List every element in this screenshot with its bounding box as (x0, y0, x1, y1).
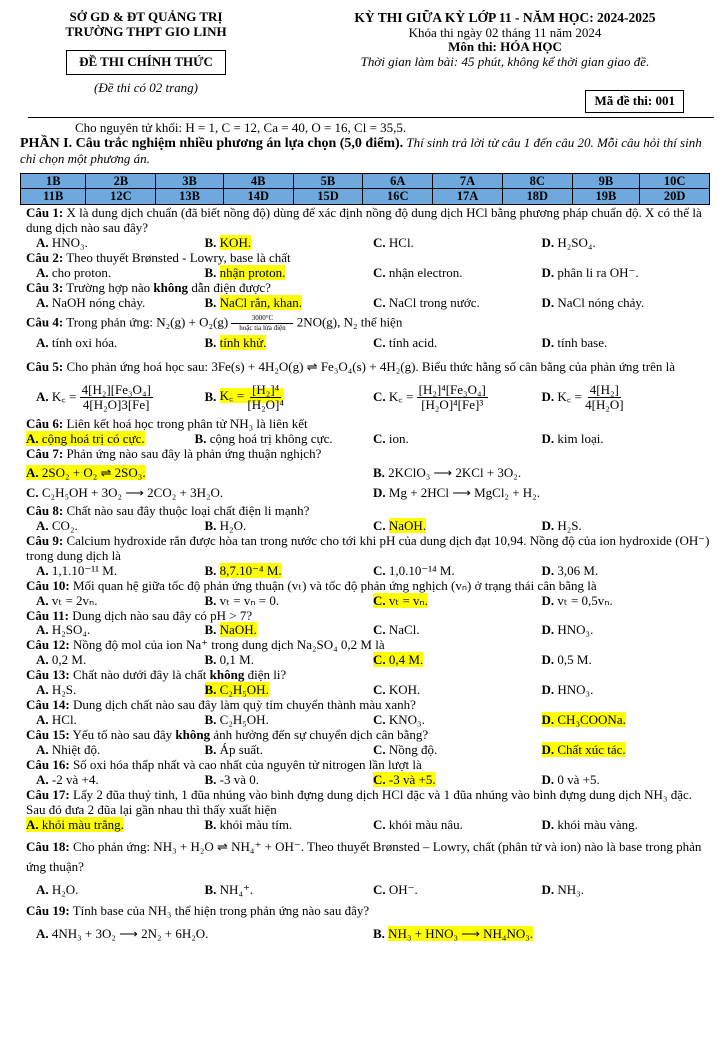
question-text: dẫn điện được? (188, 279, 271, 295)
options (26, 236, 710, 251)
question-15 (26, 728, 710, 743)
option-c[interactable]: C. tính acid. (373, 334, 438, 350)
question-number: Câu 6: (26, 416, 64, 432)
option-d[interactable]: D. Mg + 2HCl ⟶ MgCl₂ + H₂. (373, 485, 540, 501)
question-16 (26, 758, 710, 773)
question-text: 2NO(g), N₂ thể hiện (293, 314, 403, 330)
question-text: Trường hợp nào (63, 279, 154, 295)
options (26, 296, 710, 311)
option-d[interactable]: D. HNO₃. (541, 682, 594, 698)
page-count: (Đề thi có 02 trang) (94, 79, 198, 95)
answer-cell: 7A (433, 174, 503, 189)
question-text: Phản ứng nào sau đây là phản ứng thuận nghịch? (63, 446, 322, 462)
answer-cell: 5B (293, 174, 363, 189)
option-b[interactable]: B. NaCl rắn, khan. (204, 294, 302, 310)
option-c[interactable]: C. C₂H₅OH + 3O₂ ⟶ 2CO₂ + 3H₂O. (26, 485, 224, 501)
question-number: Câu 16: (26, 756, 70, 772)
option-b[interactable]: B. C₂H₅OH. (204, 682, 269, 698)
answer-cell: 13B (156, 189, 224, 204)
answer-cell: 16C (363, 189, 433, 204)
question-text: Yếu tố nào sau đây (69, 727, 176, 743)
question-text: Tính base của NH₃ thể hiện trong phản ứng nào sau đây? (69, 902, 370, 918)
part-1-heading (20, 136, 710, 167)
options (26, 683, 710, 698)
option-b[interactable]: B. -3 và 0. (204, 771, 260, 787)
option-c[interactable]: C. 1,0.10⁻¹⁴ M. (373, 562, 455, 578)
reaction-condition: 3000°C hoặc tia lửa điện (231, 315, 293, 332)
question-number: Câu 1: (26, 205, 64, 220)
option-a[interactable]: A. tính oxi hóa. (36, 334, 118, 350)
option-d[interactable]: D. H₂SO₄. (541, 234, 596, 250)
question-number: Câu 14: (26, 697, 70, 713)
question-number: Câu 7: (26, 446, 64, 462)
question-18 (26, 837, 710, 877)
option-d[interactable]: D. NaCl nóng chảy. (541, 294, 645, 310)
question-number: Câu 12: (26, 637, 70, 653)
options (26, 336, 710, 351)
option-c[interactable]: C. vₜ = vₙ. (373, 592, 428, 608)
option-c[interactable]: C. ion. (372, 431, 409, 447)
option-c[interactable]: C. 0,4 M. (373, 652, 424, 668)
option-a[interactable]: A. vₜ = 2vₙ. (36, 592, 98, 608)
option-d[interactable]: D. K꜀ = $\frac{\text{4[H₂]}}{\text{4[H₂O]}}$ (541, 381, 624, 412)
question-6 (26, 417, 710, 432)
option-d[interactable]: D. tính base. (541, 334, 608, 350)
question-number: Câu 19: (26, 902, 70, 918)
option-a[interactable]: A. Nhiệt độ. (36, 741, 101, 757)
question-5 (26, 357, 710, 378)
question-list (26, 206, 710, 942)
question-8 (26, 504, 710, 519)
options (26, 466, 710, 481)
question-text: Calcium hydroxide rắn được hòa tan trong nước cho tới khi pH của dung dịch đạt 10,94. Nồng độ của ion hydroxide (OH⁻) trong dung dịch là (26, 532, 710, 563)
options (26, 623, 710, 638)
question-text: Liên kết hoá học trong phân tử NH₃ là liên kết (63, 416, 308, 432)
answer-row (21, 189, 710, 204)
question-7 (26, 447, 710, 462)
option-d[interactable]: D. 3,06 M. (541, 562, 599, 578)
option-b[interactable]: B. 2KClO₃ ⟶ 2KCl + 3O₂. (373, 465, 522, 481)
option-c[interactable]: C. K꜀ = $\frac{\text{[H₂]⁴[Fe₃O₄]}}{\text{[H₂O]⁴[Fe]³}}$ (373, 381, 486, 412)
question-number: Câu 4: (26, 314, 64, 330)
option-a[interactable]: A. NaOH nóng chảy. (36, 294, 146, 310)
part-1-title: PHẦN I. Câu trắc nghiệm nhiều phương án lựa chọn (5,0 điểm). (20, 136, 404, 151)
question-text: Theo thuyết Brønsted - Lowry, base là chất (63, 249, 291, 265)
answer-cell: 8C (502, 174, 572, 189)
option-b[interactable]: B. 8,7.10⁻⁴ M. (204, 562, 282, 578)
question-text: X là dung dịch chuẩn (đã biết nồng độ) dùng để xác định nồng độ dung dịch HCl bằng phương pháp chuẩn độ. X có thể là dung dịch nào sau đây? (26, 205, 702, 235)
option-d[interactable]: D. H₂S. (541, 517, 582, 533)
question-text: Chất nào sau đây thuộc loại chất điện li mạnh? (63, 502, 310, 518)
question-number: Câu 2: (26, 249, 64, 265)
fraction: $\frac{\text{4[H₂][Fe₃O₄]}}{\text{4[H₂O]3[Fe]}}$ (81, 381, 151, 412)
department-name: SỞ GD & ĐT QUẢNG TRỊ (69, 9, 223, 24)
question-number: Câu 3: (26, 279, 64, 295)
question-text: Cho phản ứng hoá học sau: 3Fe(s) + 4H₂O(g) ⇌ Fe₃O₄(s) + 4H₂(g). Biểu thức hằng số cân bằng của phản ứng trên là (63, 358, 675, 374)
question-number: Câu 11: (26, 607, 69, 623)
question-text: Dung dịch nào sau đây có pH > 7? (68, 607, 253, 623)
option-b[interactable]: B. KOH. (204, 234, 252, 250)
option-c[interactable]: C. KNO₃. (373, 712, 425, 728)
question-13 (26, 668, 710, 683)
exam-date: Khóa thi ngày 02 tháng 11 năm 2024 (408, 24, 602, 40)
question-number: Câu 13: (26, 667, 70, 683)
option-c[interactable]: C. HCl. (373, 234, 414, 250)
question-number: Câu 9: (26, 532, 64, 548)
question-14 (26, 698, 710, 713)
emphasis: không (175, 727, 211, 743)
question-11 (26, 609, 710, 624)
option-d[interactable]: D. kim loại. (541, 431, 604, 447)
option-d[interactable]: D. CH₃COONa. (541, 712, 626, 728)
question-10 (26, 579, 710, 594)
part-1-instructions: Thí sinh trả lời từ câu 1 đến câu 20. Mỗi câu hỏi thí sinh chỉ chọn một phương án. (20, 135, 702, 167)
option-a[interactable]: A. 0,2 M. (36, 652, 87, 668)
option-b[interactable]: B. khói màu tím. (204, 816, 293, 832)
question-17 (26, 788, 710, 818)
options (26, 594, 710, 609)
fraction: $\frac{\text{[H₂]⁴[Fe₃O₄]}}{\text{[H₂O]⁴[Fe]³}}$ (418, 381, 486, 412)
option-d[interactable]: D. 0 và +5. (541, 771, 600, 787)
answer-key-table (20, 173, 710, 205)
option-b[interactable]: B. 0,1 M. (204, 652, 254, 668)
option-b[interactable]: B. Áp suất. (204, 741, 264, 757)
question-text: Số oxi hóa thấp nhất và cao nhất của nguyên tử nitrogen lần lượt là (69, 756, 422, 772)
answer-cell: 19B (572, 189, 640, 204)
options (26, 377, 710, 417)
option-a[interactable]: A. 2SO₂ + O₂ ⇌ 2SO₃. (26, 465, 146, 481)
answer-cell: 3B (156, 174, 224, 189)
option-a[interactable]: A. 4NH₃ + 3O₂ ⟶ 2N₂ + 6H₂O. (36, 925, 209, 941)
question-number: Câu 17: (26, 786, 70, 802)
option-c[interactable]: C. NaCl. (373, 622, 420, 638)
option-a[interactable]: A. cộng hoá trị có cực. (26, 431, 145, 447)
option-d[interactable]: D. khói màu vàng. (541, 816, 638, 832)
question-1 (26, 206, 710, 236)
answer-cell: 20D (640, 189, 710, 204)
answer-cell: 14D (223, 189, 293, 204)
option-b[interactable]: B. NaOH. (204, 622, 257, 638)
official-badge: ĐỀ THI CHÍNH THỨC (66, 50, 226, 75)
option-b[interactable]: B. H₂O. (204, 517, 247, 533)
option-b[interactable]: B. cộng hoá trị không cực. (194, 431, 333, 447)
options (26, 486, 710, 501)
answer-cell: 11B (21, 189, 86, 204)
question-text: Dung dịch chất nào sau đây làm quỳ tím chuyển thành màu xanh? (69, 697, 416, 713)
option-d[interactable]: D. vₜ = 0,5vₙ. (541, 592, 613, 608)
option-a[interactable]: A. khói màu trắng. (26, 816, 124, 832)
option-a[interactable]: A. H₂S. (36, 682, 77, 698)
options (26, 773, 710, 788)
fraction: $\frac{\text{[H₂]⁴}}{\text{[H₂O]⁴}}$ (247, 381, 284, 412)
option-a[interactable]: A. HNO₃. (36, 234, 88, 250)
option-c[interactable]: C. khói màu nâu. (373, 816, 463, 832)
answer-cell: 1B (21, 174, 86, 189)
fraction: $\frac{\text{4[H₂]}}{\text{4[H₂O]}}$ (585, 381, 624, 412)
option-b[interactable]: B. K꜀ = $\frac{\text{[H₂]⁴}}{\text{[H₂O]⁴}}$ (204, 381, 284, 412)
question-text: Mối quan hệ giữa tốc độ phản ứng thuận (vₜ) và tốc độ phản ứng nghịch (vₙ) ở trạng thái cân bằng là (69, 577, 597, 593)
question-text: Trong phản ứng: N₂(g) + O₂(g) (63, 314, 229, 330)
option-d[interactable]: D. phân li ra OH⁻. (541, 264, 639, 280)
question-2 (26, 251, 710, 266)
option-d[interactable]: D. Chất xúc tác. (541, 741, 626, 757)
school-header (28, 10, 264, 96)
question-number: Câu 10: (26, 577, 70, 593)
question-text: Chất nào dưới đây là chất (69, 667, 210, 683)
option-a[interactable]: A. cho proton. (36, 264, 112, 280)
option-d[interactable]: D. NH₃. (541, 881, 584, 897)
question-4 (26, 315, 710, 332)
emphasis: không (209, 667, 245, 683)
options (26, 432, 710, 447)
question-text: ảnh hưởng đến sự chuyển dịch cân bằng? (210, 727, 429, 743)
option-c[interactable]: C. Nồng độ. (373, 741, 438, 757)
question-text: Cho phản ứng: NH₃ + H₂O ⇌ NH₄⁺ + OH⁻. Theo thuyết Brønsted – Lowry, chất (phân tử và ion) nào là base trong phản ứng thuận? (26, 838, 702, 874)
option-a[interactable]: A. K꜀ = $\frac{\text{4[H₂][Fe₃O₄]}}{\text{4[H₂O]3[Fe]}}$ (36, 381, 151, 412)
option-b[interactable]: B. vₜ = vₙ = 0. (204, 592, 280, 608)
question-text: Lấy 2 đũa thuỷ tinh, 1 đũa nhúng vào bình đựng dung dịch HCl đặc và 1 đũa nhúng vào bình đựng dung dịch NH₃ đặc. Sau đó đưa 2 đũa lại gần nhau thì thấy xuất hiện (26, 786, 693, 817)
question-number: Câu 15: (26, 727, 70, 743)
school-name: TRƯỜNG THPT GIO LINH (65, 23, 227, 39)
answer-cell: 12C (86, 189, 156, 204)
option-c[interactable]: C. NaOH. (373, 517, 427, 533)
option-b[interactable]: B. NH₃ + HNO₃ ⟶ NH₄NO₃. (373, 925, 534, 941)
option-c[interactable]: C. KOH. (373, 682, 421, 698)
question-number: Câu 18: (26, 838, 70, 854)
options (26, 564, 710, 579)
answer-cell: 6A (363, 174, 433, 189)
answer-cell: 9B (572, 174, 640, 189)
answer-row (21, 174, 710, 189)
option-c[interactable]: C. NaCl trong nước. (373, 294, 480, 310)
option-d[interactable]: D. HNO₃. (541, 622, 594, 638)
answer-cell: 17A (433, 189, 503, 204)
option-b[interactable]: B. NH₄⁺. (204, 881, 254, 897)
option-a[interactable]: A. H₂O. (36, 881, 79, 897)
option-a[interactable]: A. CO₂. (36, 517, 78, 533)
options (26, 653, 710, 668)
atomic-masses: Cho nguyên tử khối: H = 1, C = 12, Ca = 40, O = 16, Cl = 35,5. (75, 120, 407, 135)
question-3 (26, 281, 710, 296)
answer-cell: 2B (86, 174, 156, 189)
option-b[interactable]: B. tính khử. (204, 334, 267, 350)
exam-subject: Môn thi: HÓA HỌC (448, 39, 562, 55)
options (26, 927, 710, 942)
question-text: điện li? (244, 667, 287, 683)
option-a[interactable]: A. 1,1.10⁻¹¹ M. (36, 562, 118, 578)
option-b[interactable]: B. C₂H₅OH. (204, 712, 269, 728)
options (26, 519, 710, 534)
answer-cell: 15D (293, 189, 363, 204)
answer-cell: 4B (223, 174, 293, 189)
question-19 (26, 904, 710, 919)
divider (28, 117, 714, 118)
option-a[interactable]: A. HCl. (36, 712, 77, 728)
exam-title: KỲ THI GIỮA KỲ LỚP 11 - NĂM HỌC: 2024-2025 (354, 10, 656, 25)
question-12 (26, 638, 710, 653)
emphasis: không (153, 279, 189, 295)
answer-cell: 10C (640, 174, 710, 189)
answer-cell: 18D (502, 189, 572, 204)
question-9 (26, 534, 710, 564)
option-a[interactable]: A. H₂SO₄. (36, 622, 91, 638)
option-c[interactable]: C. -3 và +5. (373, 771, 436, 787)
option-b[interactable]: B. nhận proton. (204, 264, 286, 280)
question-number: Câu 5: (26, 358, 64, 374)
exam-code-box: Mã đề thi: 001 (585, 90, 684, 113)
question-text: Nồng độ mol của ion Na⁺ trong dung dịch Na₂SO₄ 0,2 M là (69, 637, 385, 653)
options (26, 266, 710, 281)
options (26, 818, 710, 833)
option-a[interactable]: A. -2 và +4. (36, 771, 99, 787)
options (26, 743, 710, 758)
question-number: Câu 8: (26, 502, 64, 518)
exam-header (300, 10, 710, 70)
exam-time: Thời gian làm bài: 45 phút, không kể thời gian giao đề. (360, 54, 650, 70)
options (26, 883, 710, 898)
option-c[interactable]: C. OH⁻. (373, 881, 418, 897)
options (26, 713, 710, 728)
option-d[interactable]: D. 0,5 M. (541, 652, 592, 668)
option-c[interactable]: C. nhận electron. (373, 264, 463, 280)
